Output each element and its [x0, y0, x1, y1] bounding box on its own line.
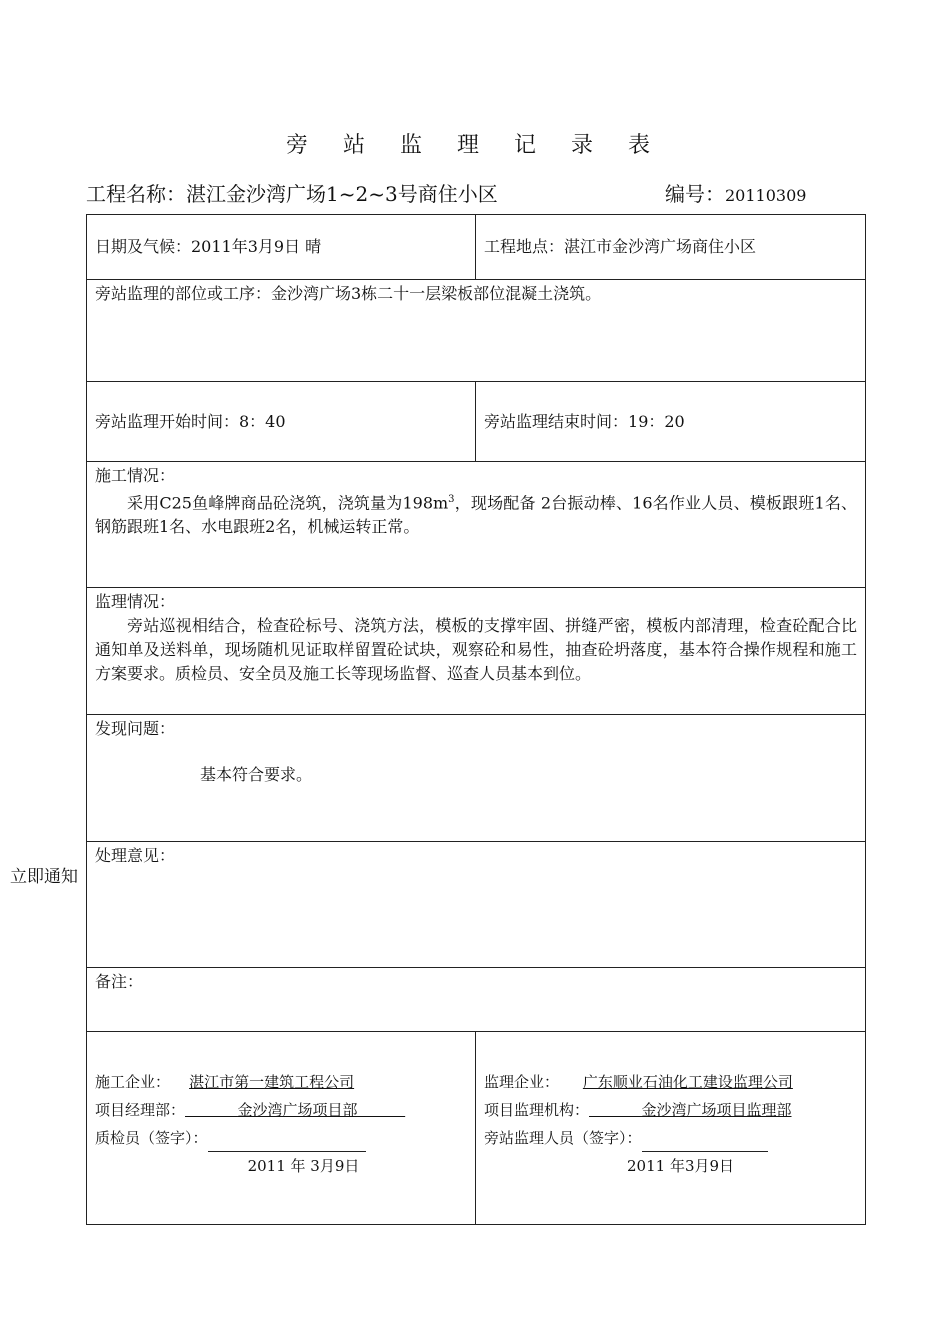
- supervisor-dept-underline: [589, 1101, 791, 1119]
- page-title: 旁 站 监 理 记 录 表: [286, 133, 664, 158]
- record-table: [86, 214, 866, 1225]
- construction-label: 施工情况：: [95, 466, 176, 485]
- record-number-value: 20110309: [725, 186, 807, 205]
- remarks-cell: [87, 968, 866, 1032]
- supervision-text: 旁站巡视相结合，检查砼标号、浇筑方法，模板的支撑牢固、拼缝严密，模板内部清理，检查砼配合比通知单及送料单，现场随机见证取样留置砼试块，观察砼和易性，抽查砼坍落度，基本符合操作规程和施工方案要求。质检员、安全员及施工长等现场监督、巡查人员基本到位。: [95, 616, 858, 683]
- record-number-label: 编号：: [665, 182, 725, 206]
- contractor-dept-label: 项目经理部：: [95, 1101, 186, 1119]
- supervision-label: 监理情况：: [95, 592, 176, 611]
- part-process-cell: 旁站监理的部位或工序：金沙湾广场3栋二十一层梁板部位混凝土浇筑。: [87, 280, 866, 382]
- problems-text: 基本符合要求。: [200, 765, 313, 784]
- project-name: 工程名称：湛江金沙湾广场1~2~3号商住小区: [86, 182, 498, 206]
- construction-superscript: 3: [448, 494, 455, 505]
- supervisor-dept: 金沙湾广场项目监理部: [641, 1101, 792, 1119]
- location-cell: 工程地点：湛江市金沙湾广场商住小区: [476, 215, 866, 280]
- contractor-dept-line: [95, 1096, 467, 1124]
- supervisor-company-label: 监理企业：: [484, 1073, 560, 1091]
- supervisor-inspector-line: [484, 1124, 857, 1152]
- contractor-inspector-label: 质检员（签字）：: [95, 1129, 208, 1147]
- contractor-signature-blank: [208, 1133, 366, 1152]
- supervisor-signature-blank: [642, 1133, 768, 1152]
- construction-text: [95, 488, 857, 539]
- end-time-cell: 旁站监理结束时间：19：20: [476, 382, 866, 462]
- contractor-dept-underline: [185, 1101, 405, 1119]
- construction-text-a: 采用C25鱼峰牌商品砼浇筑，浇筑量为198m: [127, 493, 449, 513]
- supervisor-dept-label: 项目监理机构：: [484, 1101, 590, 1119]
- contractor-company-label: 施工企业：: [95, 1073, 171, 1091]
- supervisor-dept-line: [484, 1096, 857, 1124]
- contractor-inspector-line: [95, 1124, 467, 1152]
- contractor-dept: 金沙湾广场项目部: [237, 1101, 358, 1119]
- problems-cell: [87, 715, 866, 842]
- contractor-company-line: [95, 1068, 467, 1096]
- date-weather-cell: 日期及气候：2011年3月9日 晴: [87, 215, 476, 280]
- supervisor-company-line: [484, 1068, 857, 1096]
- side-note: 立即通知: [10, 867, 78, 887]
- start-time-cell: 旁站监理开始时间：8：40: [87, 382, 476, 462]
- supervisor-sign-cell: [476, 1032, 866, 1225]
- supervisor-inspector-label: 旁站监理人员（签字）：: [484, 1129, 642, 1147]
- construction-cell: [87, 462, 866, 588]
- construction-text-b: ，现场配备 2台振动棒、16名作业人员、模板跟班1名、钢筋跟班1名、水电跟班2名，机械运转正常。: [95, 493, 857, 537]
- contractor-sign-cell: [87, 1032, 476, 1225]
- record-number: [665, 178, 806, 207]
- supervision-cell: [87, 588, 866, 715]
- contractor-date: 2011 年 3月9日: [247, 1157, 360, 1175]
- supervisor-company: 广东顺业石油化工建设监理公司: [582, 1073, 793, 1091]
- problems-label: 发现问题：: [95, 719, 176, 738]
- remarks-label: 备注：: [95, 972, 144, 991]
- handling-label: 处理意见：: [95, 846, 176, 865]
- handling-cell: [87, 842, 866, 968]
- supervisor-date: 2011 年3月9日: [627, 1157, 735, 1175]
- contractor-company: 湛江市第一建筑工程公司: [189, 1073, 355, 1091]
